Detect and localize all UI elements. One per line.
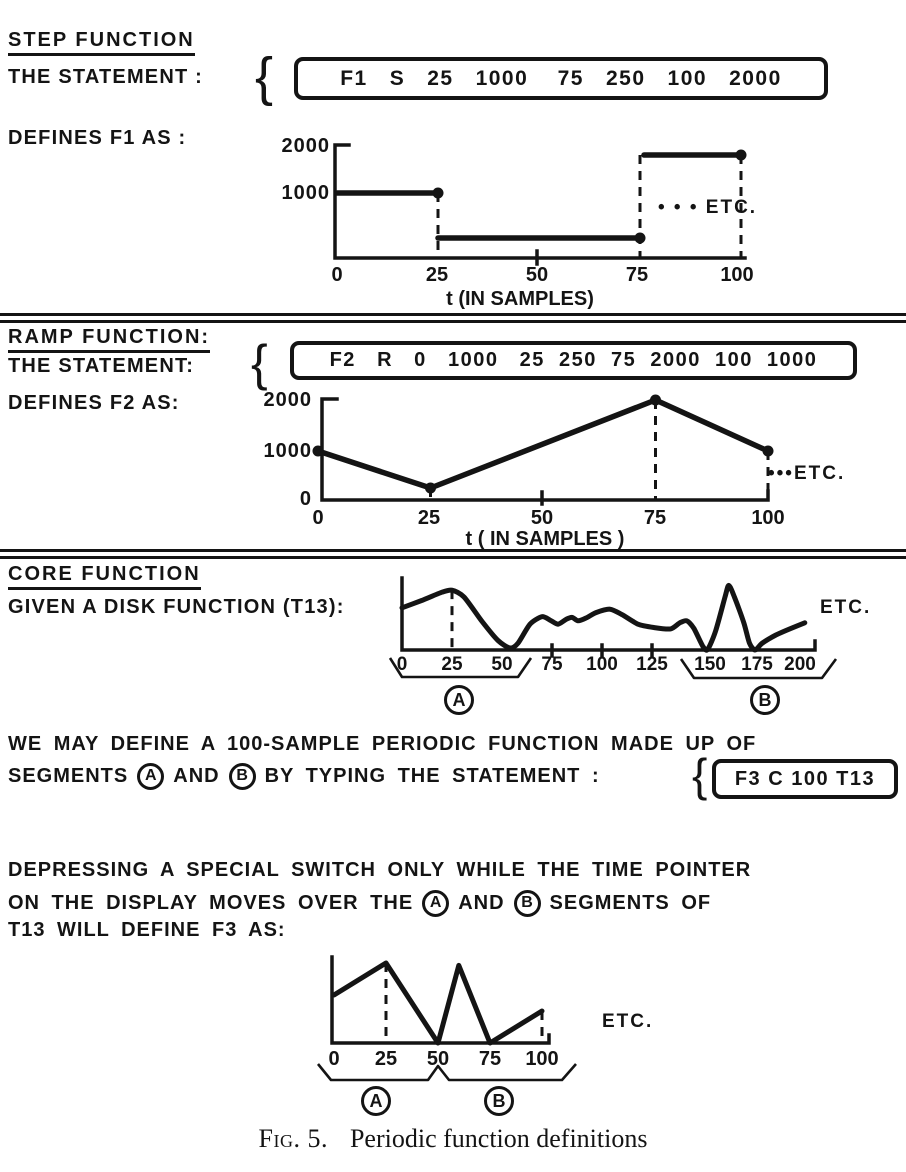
ramp-defines-label: DEFINES F2 AS:	[8, 392, 180, 414]
ramp-xtick-75: 75	[643, 507, 667, 529]
ramp-statement-box: F2 R 0 1000 25 250 75 2000 100 1000	[290, 341, 857, 380]
core-segment-a-badge: A	[444, 685, 474, 715]
ramp-xtick-50: 50	[530, 507, 554, 529]
core-segment-b-badge: B	[750, 685, 780, 715]
core-xtick-0: 0	[396, 654, 408, 675]
f3-xtick-0: 0	[328, 1048, 340, 1070]
f3-segment-b-badge: B	[484, 1086, 514, 1116]
figure-caption-label: Fig. 5.	[258, 1124, 328, 1153]
ramp-chart-axes	[322, 399, 768, 504]
step-section-title-text: STEP FUNCTION	[8, 29, 195, 56]
core-xtick-75: 75	[541, 654, 563, 675]
section-divider-1	[0, 313, 906, 323]
step-ytick-2000: 2000	[281, 135, 330, 157]
core-chart-axes	[402, 578, 815, 656]
step-xtick-50: 50	[525, 264, 549, 286]
f3-etc-label: ETC.	[602, 1011, 654, 1032]
paragraph2-line2-and: AND	[458, 891, 505, 914]
core-given-label: GIVEN A DISK FUNCTION (T13):	[8, 596, 345, 618]
step-section-title	[8, 29, 195, 52]
core-xtick-100: 100	[586, 654, 618, 675]
ramp-section-title	[8, 326, 210, 349]
f3-statement-brace: {	[692, 749, 708, 801]
ramp-statement-brace: {	[251, 335, 268, 391]
f3-xtick-75: 75	[478, 1048, 502, 1070]
segment-a-badge-inline-1: A	[137, 763, 164, 790]
ramp-xtick-0: 0	[312, 507, 324, 529]
step-statement-label: THE STATEMENT :	[8, 66, 204, 88]
ramp-chart-series-layer	[313, 395, 774, 501]
paragraph1-line2-post: BY TYPING THE STATEMENT :	[264, 764, 600, 787]
step-statement-box: F1 S 25 1000 75 250 100 2000	[294, 57, 828, 100]
core-xtick-125: 125	[636, 654, 668, 675]
segment-b-badge-inline-1: B	[229, 763, 256, 790]
ramp-etc-label: •••ETC.	[768, 463, 846, 484]
step-xtick-75: 75	[625, 264, 649, 286]
step-xtick-25: 25	[425, 264, 449, 286]
f3-xtick-100: 100	[525, 1048, 559, 1070]
step-statement-brace: {	[255, 47, 274, 107]
core-section-title	[8, 563, 201, 586]
core-section-title-text: CORE FUNCTION	[8, 563, 201, 590]
section-divider-2	[0, 549, 906, 559]
core-xtick-50: 50	[491, 654, 513, 675]
step-etc-label: • • • ETC.	[658, 197, 758, 218]
figure-caption-text: Periodic function definitions	[349, 1124, 648, 1153]
f3-xtick-25: 25	[374, 1048, 398, 1070]
ramp-xaxis-label: t ( IN SAMPLES )	[465, 528, 625, 550]
segment-a-badge-inline-2: A	[422, 890, 449, 917]
segment-b-badge-inline-2: B	[514, 890, 541, 917]
figure-caption	[0, 1124, 906, 1154]
ramp-xtick-100: 100	[751, 507, 785, 529]
f3-chart-series-layer	[334, 963, 542, 1043]
step-xtick-0: 0	[331, 264, 343, 286]
paragraph2-line3: T13 WILL DEFINE F3 AS:	[8, 919, 286, 941]
ramp-xtick-25: 25	[417, 507, 441, 529]
ramp-ytick-0: 0	[299, 488, 312, 510]
f3-statement-box: F3 C 100 T13	[712, 759, 898, 799]
f3-xtick-50: 50	[426, 1048, 450, 1070]
ramp-statement-label: THE STATEMENT:	[8, 355, 195, 377]
core-xtick-175: 175	[741, 654, 773, 675]
step-defines-label: DEFINES F1 AS :	[8, 127, 187, 149]
core-xtick-25: 25	[441, 654, 463, 675]
core-etc-label: ETC.	[820, 597, 872, 618]
paragraph2-line2-pre: ON THE DISPLAY MOVES OVER THE	[8, 891, 414, 914]
ramp-section-title-text: RAMP FUNCTION:	[8, 326, 210, 353]
step-ytick-1000: 1000	[281, 182, 330, 204]
paragraph1-line2	[8, 760, 600, 792]
paragraph1-line2-and: AND	[173, 764, 220, 787]
paragraph2-line2	[8, 887, 711, 919]
paragraph1-line2-pre: SEGMENTS	[8, 764, 129, 787]
core-xtick-200: 200	[784, 654, 816, 675]
f3-segment-a-badge: A	[361, 1086, 391, 1116]
paragraph2-line2-post: SEGMENTS OF	[549, 891, 712, 914]
paragraph1-line1: WE MAY DEFINE A 100-SAMPLE PERIODIC FUNCTION MADE UP OF	[8, 733, 757, 755]
ramp-ytick-1000: 1000	[263, 440, 312, 462]
ramp-ytick-2000: 2000	[263, 389, 312, 411]
core-xtick-150: 150	[694, 654, 726, 675]
step-xtick-100: 100	[720, 264, 754, 286]
step-xaxis-label: t (IN SAMPLES)	[446, 288, 594, 310]
paragraph2-line1: DEPRESSING A SPECIAL SWITCH ONLY WHILE THE TIME POINTER	[8, 859, 752, 881]
f3-chart-axes	[332, 957, 549, 1043]
core-chart-series-layer	[402, 585, 805, 650]
